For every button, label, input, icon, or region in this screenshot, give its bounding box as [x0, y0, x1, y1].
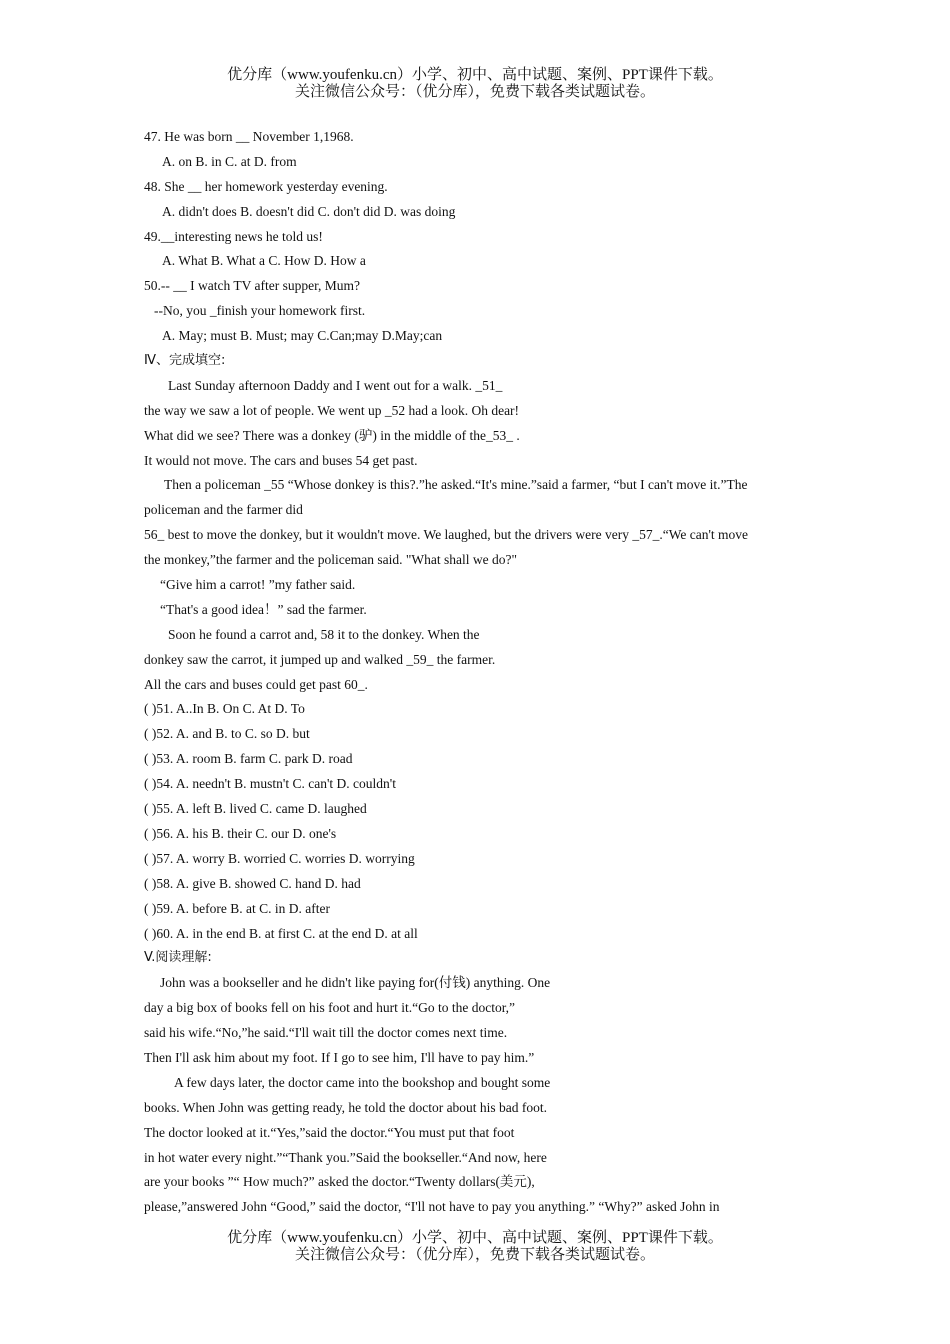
text-line: 48. She __ her homework yesterday evening. [144, 178, 388, 194]
footer-line-1: 优分库（www.youfenku.cn）小学、初中、高中试题、案例、PPT课件下载。 [227, 1230, 723, 1246]
text-line: donkey saw the carrot, it jumped up and walked _59_ the farmer. [144, 651, 496, 667]
page-footer [0, 1230, 950, 1264]
text-line: 47. He was born __ November 1,1968. [144, 129, 354, 144]
text-line: Then I'll ask him about my foot. If I go to see him, I'll have to pay him.” [144, 1049, 535, 1065]
section-heading: Ⅳ、完成填空: [144, 353, 226, 369]
header-line-1: 优分库（www.youfenku.cn）小学、初中、高中试题、案例、PPT课件下载。 [227, 67, 723, 83]
text-line: ( )60. A. in the end B. at first C. at the end D. at all [144, 925, 418, 941]
text-line: 49.__interesting news he told us! [144, 228, 323, 244]
page-header [0, 67, 950, 101]
text-line: books. When John was getting ready, he told the doctor about his bad foot. [144, 1099, 548, 1115]
text-line: policeman and the farmer did [144, 502, 303, 518]
text-line: ( )59. A. before B. at C. in D. after [144, 900, 330, 916]
text-line: A. didn't does B. doesn't did C. don't did D. was doing [162, 203, 456, 219]
text-line: ( )57. A. worry B. worried C. worries D. worrying [144, 850, 415, 866]
text-line: said his wife.“No,”he said.“I'll wait till the doctor comes next time. [144, 1025, 508, 1041]
text-line: Soon he found a carrot and, 58 it to the donkey. When the [168, 626, 480, 642]
text-line: What did we see? There was a donkey (驴) in the middle of the_53_ . [144, 427, 520, 443]
text-line: Last Sunday afternoon Daddy and I went out for a walk. _51_ [168, 377, 503, 393]
text-line: A. May; must B. Must; may C.Can;may D.May;can [162, 328, 443, 344]
text-line: ( )58. A. give B. showed C. hand D. had [144, 875, 361, 891]
text-line: ( )55. A. left B. lived C. came D. laughed [144, 801, 367, 817]
header-line-2: 关注微信公众号：（优分库），免费下载各类试题试卷。 [294, 84, 655, 100]
text-line: 50.-- __ I watch TV after supper, Mum? [144, 278, 361, 294]
text-line: ( )54. A. needn't B. mustn't C. can't D. couldn't [144, 776, 396, 792]
text-line: A few days later, the doctor came into the bookshop and bought some [174, 1074, 551, 1090]
text-line: A. on B. in C. at D. from [162, 153, 297, 169]
text-line: the monkey,”the farmer and the policeman said. "What shall we do?" [144, 552, 518, 568]
text-line: John was a bookseller and he didn't like paying for(付钱) anything. One [160, 975, 551, 991]
text-line: 56_ best to move the donkey, but it wouldn't move. We laughed, but the drivers were very _57_.“We can't move [144, 527, 749, 543]
text-line: please,”answered John “Good,” said the doctor, “I'll not have to pay you anything.” “Why?” asked John in [144, 1199, 720, 1215]
text-line: “Give him a carrot! ”my father said. [160, 577, 356, 593]
text-line: day a big box of books fell on his foot and hurt it.“Go to the doctor,” [144, 1000, 516, 1016]
text-line: ( )51. A..In B. On C. At D. To [144, 701, 305, 717]
text-line: Then a policeman _55 “Whose donkey is this?.”he asked.“It's mine.”said a farmer, “but I can't move it.”The [164, 477, 748, 493]
text-line: The doctor looked at it.“Yes,”said the doctor.“You must put that foot [144, 1124, 515, 1140]
text-line: It would not move. The cars and buses 54 get past. [144, 452, 418, 468]
text-line: ( )52. A. and B. to C. so D. but [144, 726, 310, 742]
text-line: the way we saw a lot of people. We went up _52 had a look. Oh dear! [144, 402, 520, 418]
text-line: All the cars and buses could get past 60_. [144, 676, 368, 692]
text-line: A. What B. What a C. How D. How a [162, 253, 366, 269]
text-line: are your books ”“ How much?” asked the doctor.“Twenty dollars(美元), [144, 1174, 535, 1190]
text-line: in hot water every night.”“Thank you.”Said the bookseller.“And now, here [144, 1149, 547, 1165]
text-line: --No, you _finish your homework first. [154, 303, 366, 319]
text-line: ( )53. A. room B. farm C. park D. road [144, 751, 353, 767]
section-heading: V.阅读理解: [144, 950, 212, 966]
document-body [144, 125, 814, 1220]
text-line: “That's a good idea！” sad the farmer. [160, 601, 367, 617]
footer-line-2: 关注微信公众号：（优分库），免费下载各类试题试卷。 [294, 1247, 655, 1263]
text-line: ( )56. A. his B. their C. our D. one's [144, 825, 337, 841]
